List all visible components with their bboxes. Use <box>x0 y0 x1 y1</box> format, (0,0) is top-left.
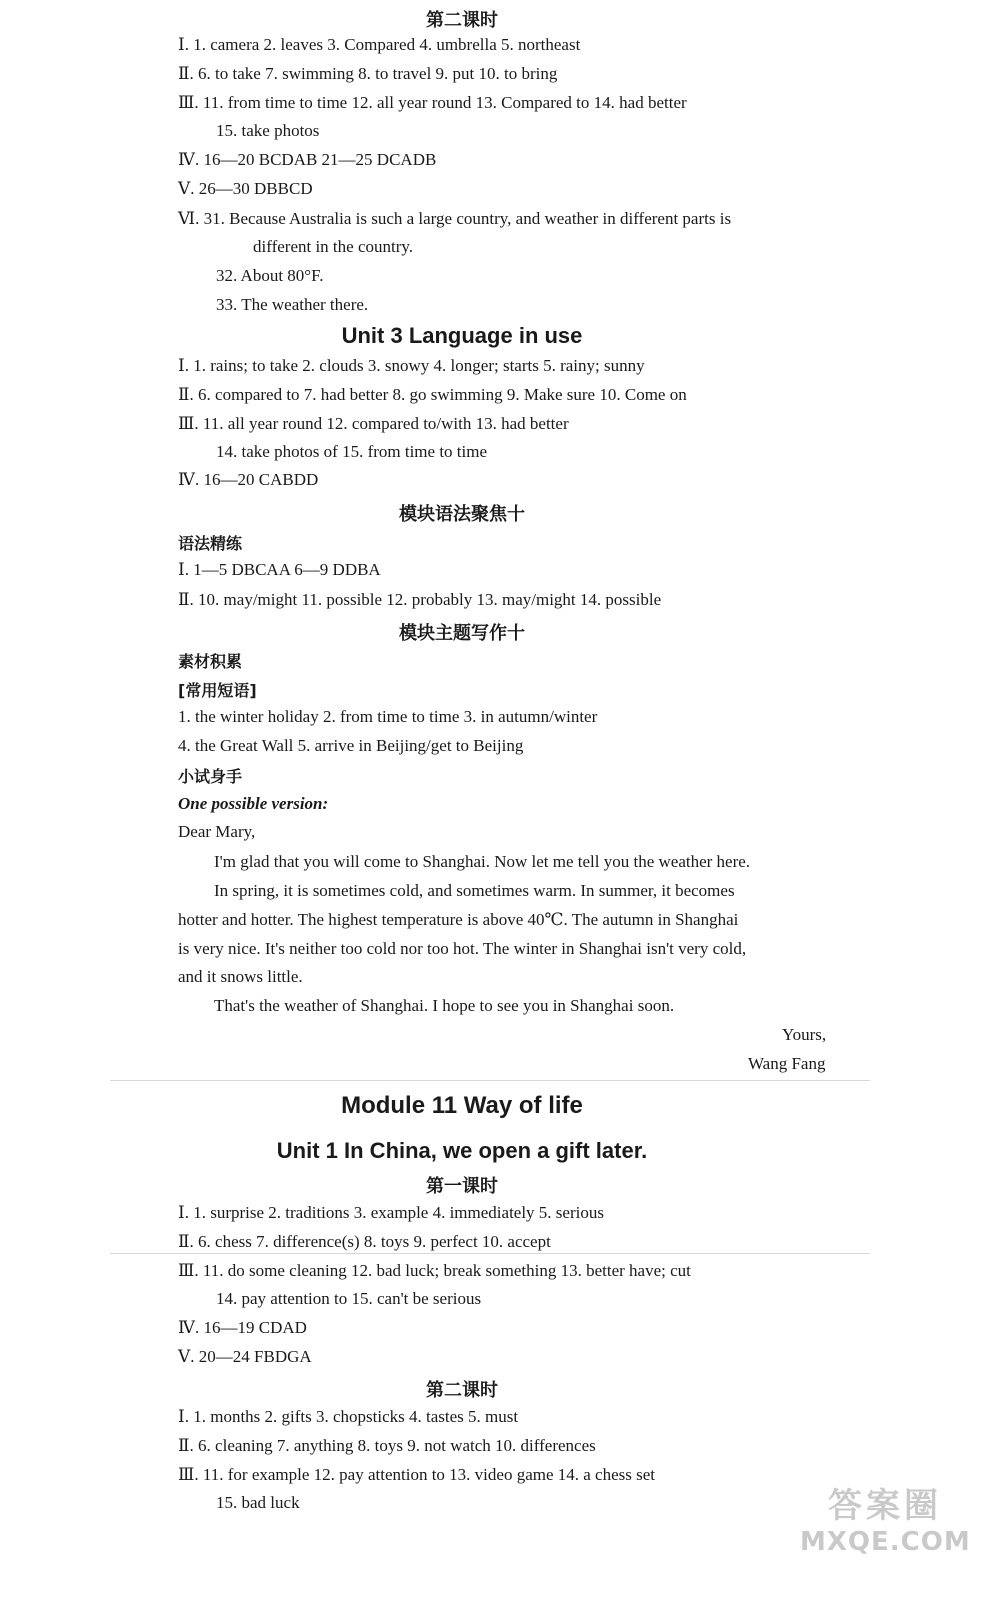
answer-line: Ⅵ. 31. Because Australia is such a large country, and weather in different parts is <box>178 209 732 228</box>
answer-line: Ⅱ. 10. may/might 11. possible 12. probably 13. may/might 14. possible <box>178 590 662 609</box>
watermark-en: MXQE.COM <box>800 1527 971 1557</box>
answer-line: Ⅰ. 1. rains; to take 2. clouds 3. snowy 4. longer; starts 5. rainy; sunny <box>178 356 645 375</box>
answer-line: Ⅴ. 26—30 DBBCD <box>178 179 313 198</box>
answer-line: 15. take photos <box>216 121 320 140</box>
answer-line: Ⅴ. 20—24 FBDGA <box>178 1347 312 1366</box>
answer-line: Ⅳ. 16—20 CABDD <box>178 470 319 489</box>
answer-line: Ⅱ. 6. chess 7. difference(s) 8. toys 9. perfect 10. accept <box>178 1232 551 1251</box>
watermark-cn: 答案圈 <box>828 1486 942 1526</box>
answer-line: Ⅰ. 1. surprise 2. traditions 3. example 4. immediately 5. serious <box>178 1203 604 1222</box>
unit-heading: Unit 3 Language in use <box>341 323 583 348</box>
answer-line: 33. The weather there. <box>216 295 369 314</box>
answer-line: Ⅰ. 1. months 2. gifts 3. chopsticks 4. tastes 5. must <box>178 1407 519 1426</box>
letter-line: and it snows little. <box>178 967 303 986</box>
answer-line: 14. take photos of 15. from time to time <box>216 442 488 461</box>
letter-line: is very nice. It's neither too cold nor too hot. The winter in Shanghai isn't very cold, <box>178 939 747 958</box>
answer-line: different in the country. <box>253 237 414 256</box>
answer-line: 32. About 80°F. <box>216 266 324 285</box>
answer-line: Ⅲ. 11. do some cleaning 12. bad luck; break something 13. better have; cut <box>178 1261 691 1280</box>
letter-closing: Yours, <box>782 1025 827 1044</box>
letter-line: In spring, it is sometimes cold, and sometimes warm. In summer, it becomes <box>214 881 735 900</box>
answer-line: Ⅰ. 1. camera 2. leaves 3. Compared 4. umbrella 5. northeast <box>178 35 581 54</box>
practice-subheading: 小试身手 <box>178 767 243 786</box>
scan-line <box>110 1253 870 1254</box>
answer-line: 14. pay attention to 15. can't be serious <box>216 1289 482 1308</box>
writing-heading: 模块主题写作十 <box>399 623 525 644</box>
answer-line: Ⅲ. 11. from time to time 12. all year round 13. Compared to 14. had better <box>178 93 687 112</box>
answer-line: Ⅱ. 6. to take 7. swimming 8. to travel 9. put 10. to bring <box>178 64 558 83</box>
lesson-heading: 第二课时 <box>426 10 498 31</box>
letter-line: I'm glad that you will come to Shanghai. Now let me tell you the weather here. <box>214 852 751 871</box>
module-title: Module 11 Way of life <box>341 1092 583 1119</box>
answer-line: 15. bad luck <box>216 1493 300 1512</box>
answer-line: Ⅱ. 6. compared to 7. had better 8. go swimming 9. Make sure 10. Come on <box>178 385 687 404</box>
unit-title: Unit 1 In China, we open a gift later. <box>276 1138 648 1163</box>
grammar-heading: 模块语法聚焦十 <box>399 504 525 525</box>
grammar-subheading: 语法精练 <box>178 534 243 553</box>
letter-line: That's the weather of Shanghai. I hope to see you in Shanghai soon. <box>214 996 675 1015</box>
phrases-subheading: [常用短语] <box>178 681 257 700</box>
answer-line: Ⅱ. 6. cleaning 7. anything 8. toys 9. not watch 10. differences <box>178 1436 596 1455</box>
phrase-line: 1. the winter holiday 2. from time to time 3. in autumn/winter <box>178 707 598 726</box>
answer-line: Ⅲ. 11. all year round 12. compared to/with 13. had better <box>178 414 569 433</box>
letter-line: hotter and hotter. The highest temperature is above 40℃. The autumn in Shanghai <box>178 910 739 929</box>
phrase-line: 4. the Great Wall 5. arrive in Beijing/get to Beijing <box>178 736 524 755</box>
answer-line: Ⅳ. 16—20 BCDAB 21—25 DCADB <box>178 150 437 169</box>
answer-line: Ⅲ. 11. for example 12. pay attention to 13. video game 14. a chess set <box>178 1465 656 1484</box>
version-label: One possible version: <box>178 794 329 813</box>
writing-subheading: 素材积累 <box>178 652 243 671</box>
answer-line: Ⅳ. 16—19 CDAD <box>178 1318 307 1337</box>
answer-line: Ⅰ. 1—5 DBCAA 6—9 DDBA <box>178 560 381 579</box>
letter-signature: Wang Fang <box>748 1054 826 1073</box>
site-watermark <box>800 1478 970 1588</box>
section-divider <box>110 1080 870 1081</box>
letter-greeting: Dear Mary, <box>178 822 256 841</box>
lesson-heading: 第二课时 <box>426 1380 498 1401</box>
lesson-heading: 第一课时 <box>426 1176 498 1197</box>
